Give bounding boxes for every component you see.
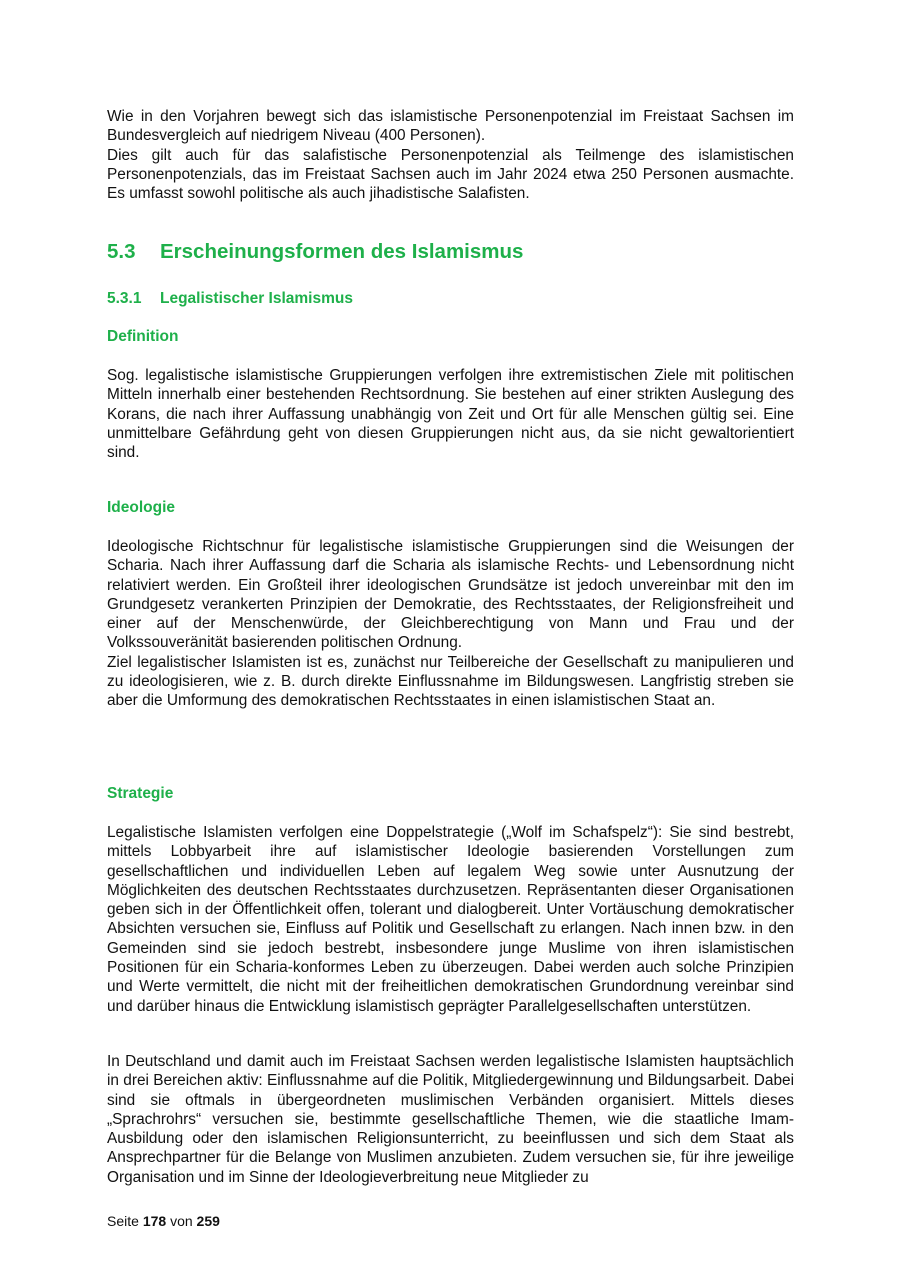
section-title: Erscheinungsformen des Islamismus [160,240,524,263]
ideologie-text [107,537,794,711]
subsection-heading [107,290,353,308]
intro-paragraph-1: Wie in den Vorjahren bewegt sich das islamistische Personenpotenzial im Freistaat Sachsen im Bundesvergleich auf niedrigem Niveau (400 Personen). [107,108,794,145]
strategie-heading: Strategie [107,785,174,802]
definition-paragraph: Sog. legalistische islamistische Gruppierungen verfolgen ihre extremistischen Ziele mit politischen Mitteln innerhalb einer bestehenden Rechtsordnung. Sie bestehen auf einer strikten Auslegung des Korans, die nach ihrer Auffassung unabhängig von Zeit und Ort für alle Menschen gültig sei. Eine unmittelbare Gefährdung geht von diesen Gruppierungen nicht aus, da sie nicht gewaltorientiert sind. [107,367,794,462]
footer-middle: von [170,1213,193,1229]
definition-heading: Definition [107,328,179,345]
intro-paragraph-2: Dies gilt auch für das salafistische Personenpotenzial als Teilmenge des islamistischen Personenpotenzials, das im Freistaat Sachsen auch im Jahr 2024 etwa 250 Personen ausmachte. Es umfasst sowohl politische als auch jihadistische Salafisten. [107,146,794,203]
footer-current-page: 178 [142,1213,167,1229]
intro-text [107,107,794,203]
ideologie-paragraph-1: Ideologische Richtschnur für legalistische islamistische Gruppierungen sind die Weisungen der Scharia. Nach ihrer Auffassung darf die Scharia als islamische Rechts- und Lebensordnung nicht relativiert werden. Ein Großteil ihrer ideologischen Grundsätze ist jedoch unvereinbar mit den im Grundgesetz verankerten Prinzipien der Demokratie, des Rechtsstaates, der Religionsfreiheit und einer auf der Menschenwürde, der Gleichberechtigung von Mann und Frau und der Volkssouveränität basierenden politischen Ordnung. [107,538,794,652]
ideologie-heading: Ideologie [107,499,176,516]
page-footer [107,1213,220,1229]
section-number: 5.3 [107,240,136,263]
definition-text [107,366,794,462]
section-heading [107,240,523,264]
strategie-paragraph-2: In Deutschland und damit auch im Freistaat Sachsen werden legalistische Islamisten hauptsächlich in drei Bereichen aktiv: Einflussnahme auf die Politik, Mitgliedergewinnung und Bildungsarbeit. Dabei sind sie oftmals in übergeordneten muslimischen Verbänden organisiert. Mittels dieses „Sprachrohrs“ versuchen sie, bestimmte gesellschaftliche Themen, wie die staatliche Imam-Ausbildung oder den islamischen Religionsunterricht, zu beeinflussen und sich dem Staat als Ansprechpartner für die Belange von Muslimen anzubieten. Zudem versuchen sie, für ihre jeweilige Organisation und im Sinne der Ideologieverbreitung neue Mitglieder zu [107,1053,794,1186]
subsection-number: 5.3.1 [107,290,142,307]
footer-total-pages: 259 [196,1213,220,1229]
strategie-text-1 [107,823,794,1016]
subsection-title: Legalistischer Islamismus [160,290,353,307]
ideologie-paragraph-2: Ziel legalistischer Islamisten ist es, zunächst nur Teilbereiche der Gesellschaft zu manipulieren und zu ideologisieren, wie z. B. durch direkte Einflussnahme im Bildungswesen. Langfristig streben sie aber die Umformung des demokratischen Rechtsstaates in einen islamistischen Staat an. [107,653,794,710]
strategie-text-2 [107,1052,794,1187]
footer-prefix: Seite [107,1213,139,1229]
strategie-paragraph-1: Legalistische Islamisten verfolgen eine Doppelstrategie („Wolf im Schafspelz“): Sie sind bestrebt, mittels Lobbyarbeit ihre auf islamistischer Ideologie basierenden Vorstellungen zum gesellschaftlichen und individuellen Leben auf legalem Weg sowie unter Ausnutzung der Möglichkeiten des deutschen Rechtsstaates durchzusetzen. Repräsentanten dieser Organisationen geben sich in der Öffentlichkeit offen, tolerant und dialogbereit. Unter Vortäuschung demokratischer Absichten versuchen sie, Einfluss auf Politik und Gesellschaft zu erlangen. Nach innen bzw. in den Gemeinden sind sie jedoch bestrebt, insbesondere junge Muslime von ihren islamistischen Positionen für ein Scharia-konformes Leben zu überzeugen. Dabei werden auch solche Prinzipien und Werte vermittelt, die nicht mit der freiheitlichen demokratischen Grundordnung vereinbar sind und darüber hinaus die Entwicklung islamistisch geprägter Parallelgesellschaften unterstützen. [107,824,794,1015]
